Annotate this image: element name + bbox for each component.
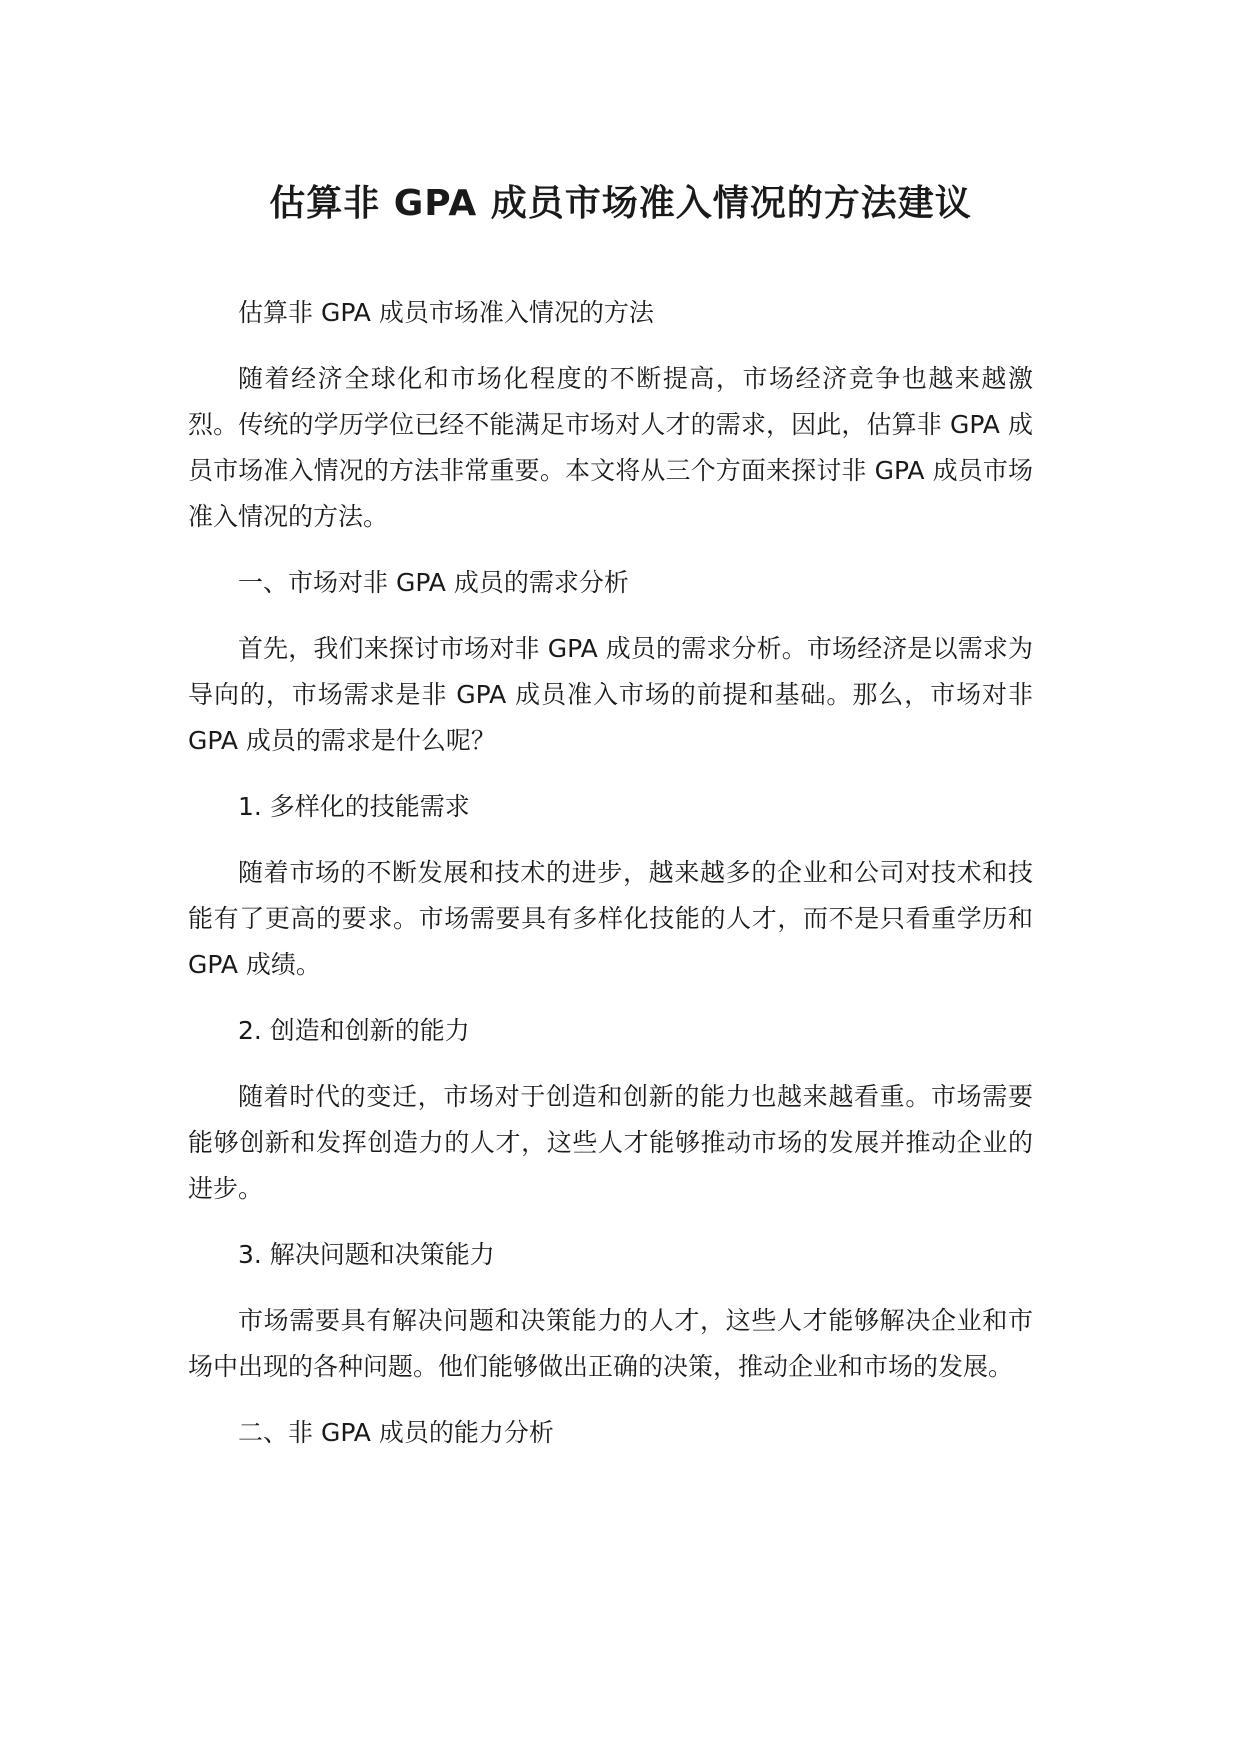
subheading-creativity: 2. 创造和创新的能力 [238, 1016, 470, 1045]
document-title: 估算非 GPA 成员市场准入情况的方法建议 [269, 183, 972, 224]
paragraph-problem-solving: 市场需要具有解决问题和决策能力的人才，这些人才能够解决企业和市场中出现的各种问题。他们能够做出正确的决策，推动企业和市场的发展。 [188, 1306, 1033, 1381]
paragraph-diverse-skills: 随着市场的不断发展和技术的进步，越来越多的企业和公司对技术和技能有了更高的要求。市场需要具有多样化技能的人才，而不是只看重学历和 GPA 成绩。 [188, 858, 1033, 979]
section-heading-ability-analysis: 二、非 GPA 成员的能力分析 [238, 1418, 554, 1447]
subheading-problem-solving: 3. 解决问题和决策能力 [238, 1240, 495, 1269]
subheading-diverse-skills: 1. 多样化的技能需求 [238, 792, 470, 821]
paragraph-creativity: 随着时代的变迁，市场对于创造和创新的能力也越来越看重。市场需要能够创新和发挥创造力的人才，这些人才能够推动市场的发展并推动企业的进步。 [188, 1082, 1033, 1203]
paragraph-intro: 随着经济全球化和市场化程度的不断提高，市场经济竞争也越来越激烈。传统的学历学位已经不能满足市场对人才的需求，因此，估算非 GPA 成员市场准入情况的方法非常重要。本文将从三个方面来探讨非 GPA 成员市场准入情况的方法。 [188, 364, 1033, 531]
document-body [188, 290, 1033, 1476]
paragraph-demand-analysis: 首先，我们来探讨市场对非 GPA 成员的需求分析。市场经济是以需求为导向的，市场需求是非 GPA 成员准入市场的前提和基础。那么，市场对非 GPA 成员的需求是什么呢？ [188, 634, 1033, 755]
section-heading-demand-analysis: 一、市场对非 GPA 成员的需求分析 [238, 568, 629, 597]
section-heading-method: 估算非 GPA 成员市场准入情况的方法 [238, 298, 654, 327]
